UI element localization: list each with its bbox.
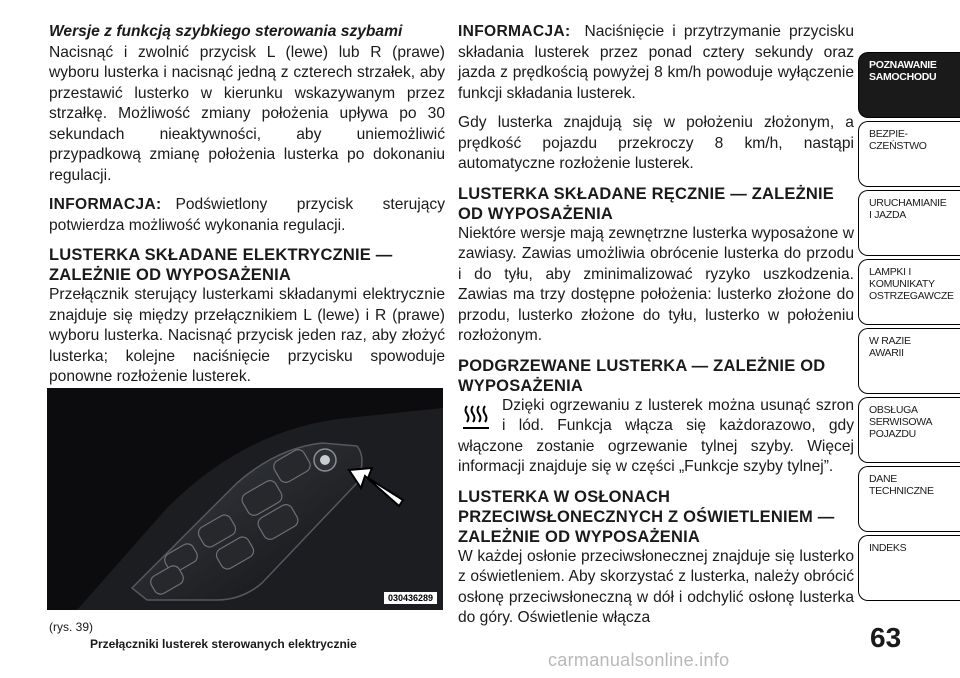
paragraph: Nacisnąć i zwolnić przycisk L (lewe) lub R (prawe) wyboru lusterka i nacisnąć jedną z czterech strzałek, aby przestawić lusterko w kierunku wskazywanym przez strzałkę. Możliwość zmiany położenia upływa po 30 sekundach nieaktywności, aby uniemożliwić przypadkową zmianę położenia lusterka po dokonaniu regulacji. (49, 43, 445, 184)
watermark: carmanualsonline.info (548, 650, 730, 670)
door-panel-photo (47, 388, 443, 610)
info-note (49, 195, 445, 236)
quick-window-section (49, 22, 445, 186)
tab-poznawanie-samochodu[interactable]: POZNAWANIE SAMOCHODU (858, 52, 960, 118)
heated-mirror-icon (458, 400, 494, 432)
left-column (49, 22, 445, 397)
subheading-quick-window: Wersje z funkcją szybkiego sterowania szybami (49, 23, 403, 40)
tab-indeks[interactable]: INDEKS (858, 535, 960, 601)
info-label: INFORMACJA: (49, 196, 162, 213)
section-heading-heated-mirrors: PODGRZEWANE LUSTERKA — ZALEŻNIE OD WYPOSAŻENIA (458, 356, 826, 395)
section-heading-visor-mirrors: LUSTERKA W OSŁONACH PRZECIWSŁONECZNYCH Z OŚWIETLENIEM — ZALEŻNIE OD WYPOSAŻENIA (458, 487, 835, 546)
heated-mirror-paragraph (458, 396, 854, 478)
info-text: Naciśnięcie i przytrzymanie przycisku składania lusterek przez ponad cztery sekundy oraz jazda z prędkością powyżej 8 km/h powoduje wyłączenie funkcji składania lusterek. (458, 23, 854, 102)
figure-mirror-switches (47, 388, 443, 610)
paragraph-text: Dzięki ogrzewaniu z lusterek można usunąć szron i lód. Funkcja włącza się każdorazowo, gdy włączone zostanie ogrzewanie tylnej szyby. Więcej informacji znajduje się w części „Funkcje szyby tylnej”. (458, 396, 854, 475)
right-column (458, 22, 854, 638)
tab-uruchamianie-i-jazda[interactable]: URUCHAMIANIE I JAZDA (858, 190, 960, 256)
paragraph: Gdy lusterka znajdują się w położeniu złożonym, a prędkość pojazdu przekroczy 8 km/h, nastąpi automatyczne rozłożenie lusterek. (458, 114, 854, 172)
tab-w-razie-awarii[interactable]: W RAZIE AWARII (858, 328, 960, 394)
section-heading-manual-folding: LUSTERKA SKŁADANE RĘCZNIE — ZALEŻNIE OD WYPOSAŻENIA (458, 184, 835, 223)
tab-lampki-i-komunikaty[interactable]: LAMPKI I KOMUNIKATY OSTRZEGAWCZE (858, 259, 960, 325)
paragraph: Niektóre wersje mają zewnętrzne lusterka wyposażone w zawiasy. Zawias umożliwia obrócenie lusterka do przodu i do tyłu, aby zminimalizować ryzyko uszkodzenia. Zawias ma trzy dostępne położenia: lusterko złożone do przodu, lusterko złożone do tyłu, lusterko w położeniu rozłożonym. (458, 224, 854, 344)
tab-bezpieczenstwo[interactable]: BEZPIE- CZEŃSTWO (858, 121, 960, 187)
info-label: INFORMACJA: (458, 23, 571, 40)
section-heading-power-folding: LUSTERKA SKŁADANE ELEKTRYCZNIE — ZALEŻNIE OD WYPOSAŻENIA (49, 246, 393, 284)
tab-obsluga-serwisowa[interactable]: OBSŁUGA SERWISOWA POJAZDU (858, 397, 960, 463)
page-number: 63 (870, 622, 902, 653)
info-note (458, 22, 854, 104)
info-text: Podświetlony przycisk sterujący potwierdza możliwość wykonania regulacji. (49, 196, 445, 234)
paragraph: Przełącznik sterujący lusterkami składanymi elektrycznie znajduje się między przełącznikiem L (lewe) i R (prawe) wyboru lusterka. Nacisnąć przycisk jeden raz, aby złożyć lusterka; kolejne naciśnięcie przycisku spowoduje ponowne rozłożenie lusterek. (49, 286, 445, 385)
tab-dane-techniczne[interactable]: DANE TECHNICZNE (858, 466, 960, 532)
section-tabs (858, 0, 960, 678)
figure-code: 030436289 (384, 592, 437, 604)
paragraph: W każdej osłonie przeciwsłonecznej znajduje się lusterko z oświetleniem. Aby skorzystać z lusterka, należy obrócić osłonę przeciwsłoneczną w dół i odchylić osłonę lusterka do góry. Oświetlenie włącza (458, 547, 854, 626)
figure-number: (rys. 39) (49, 620, 94, 634)
figure-caption: Przełączniki lusterek sterowanych elektrycznie (90, 637, 357, 651)
